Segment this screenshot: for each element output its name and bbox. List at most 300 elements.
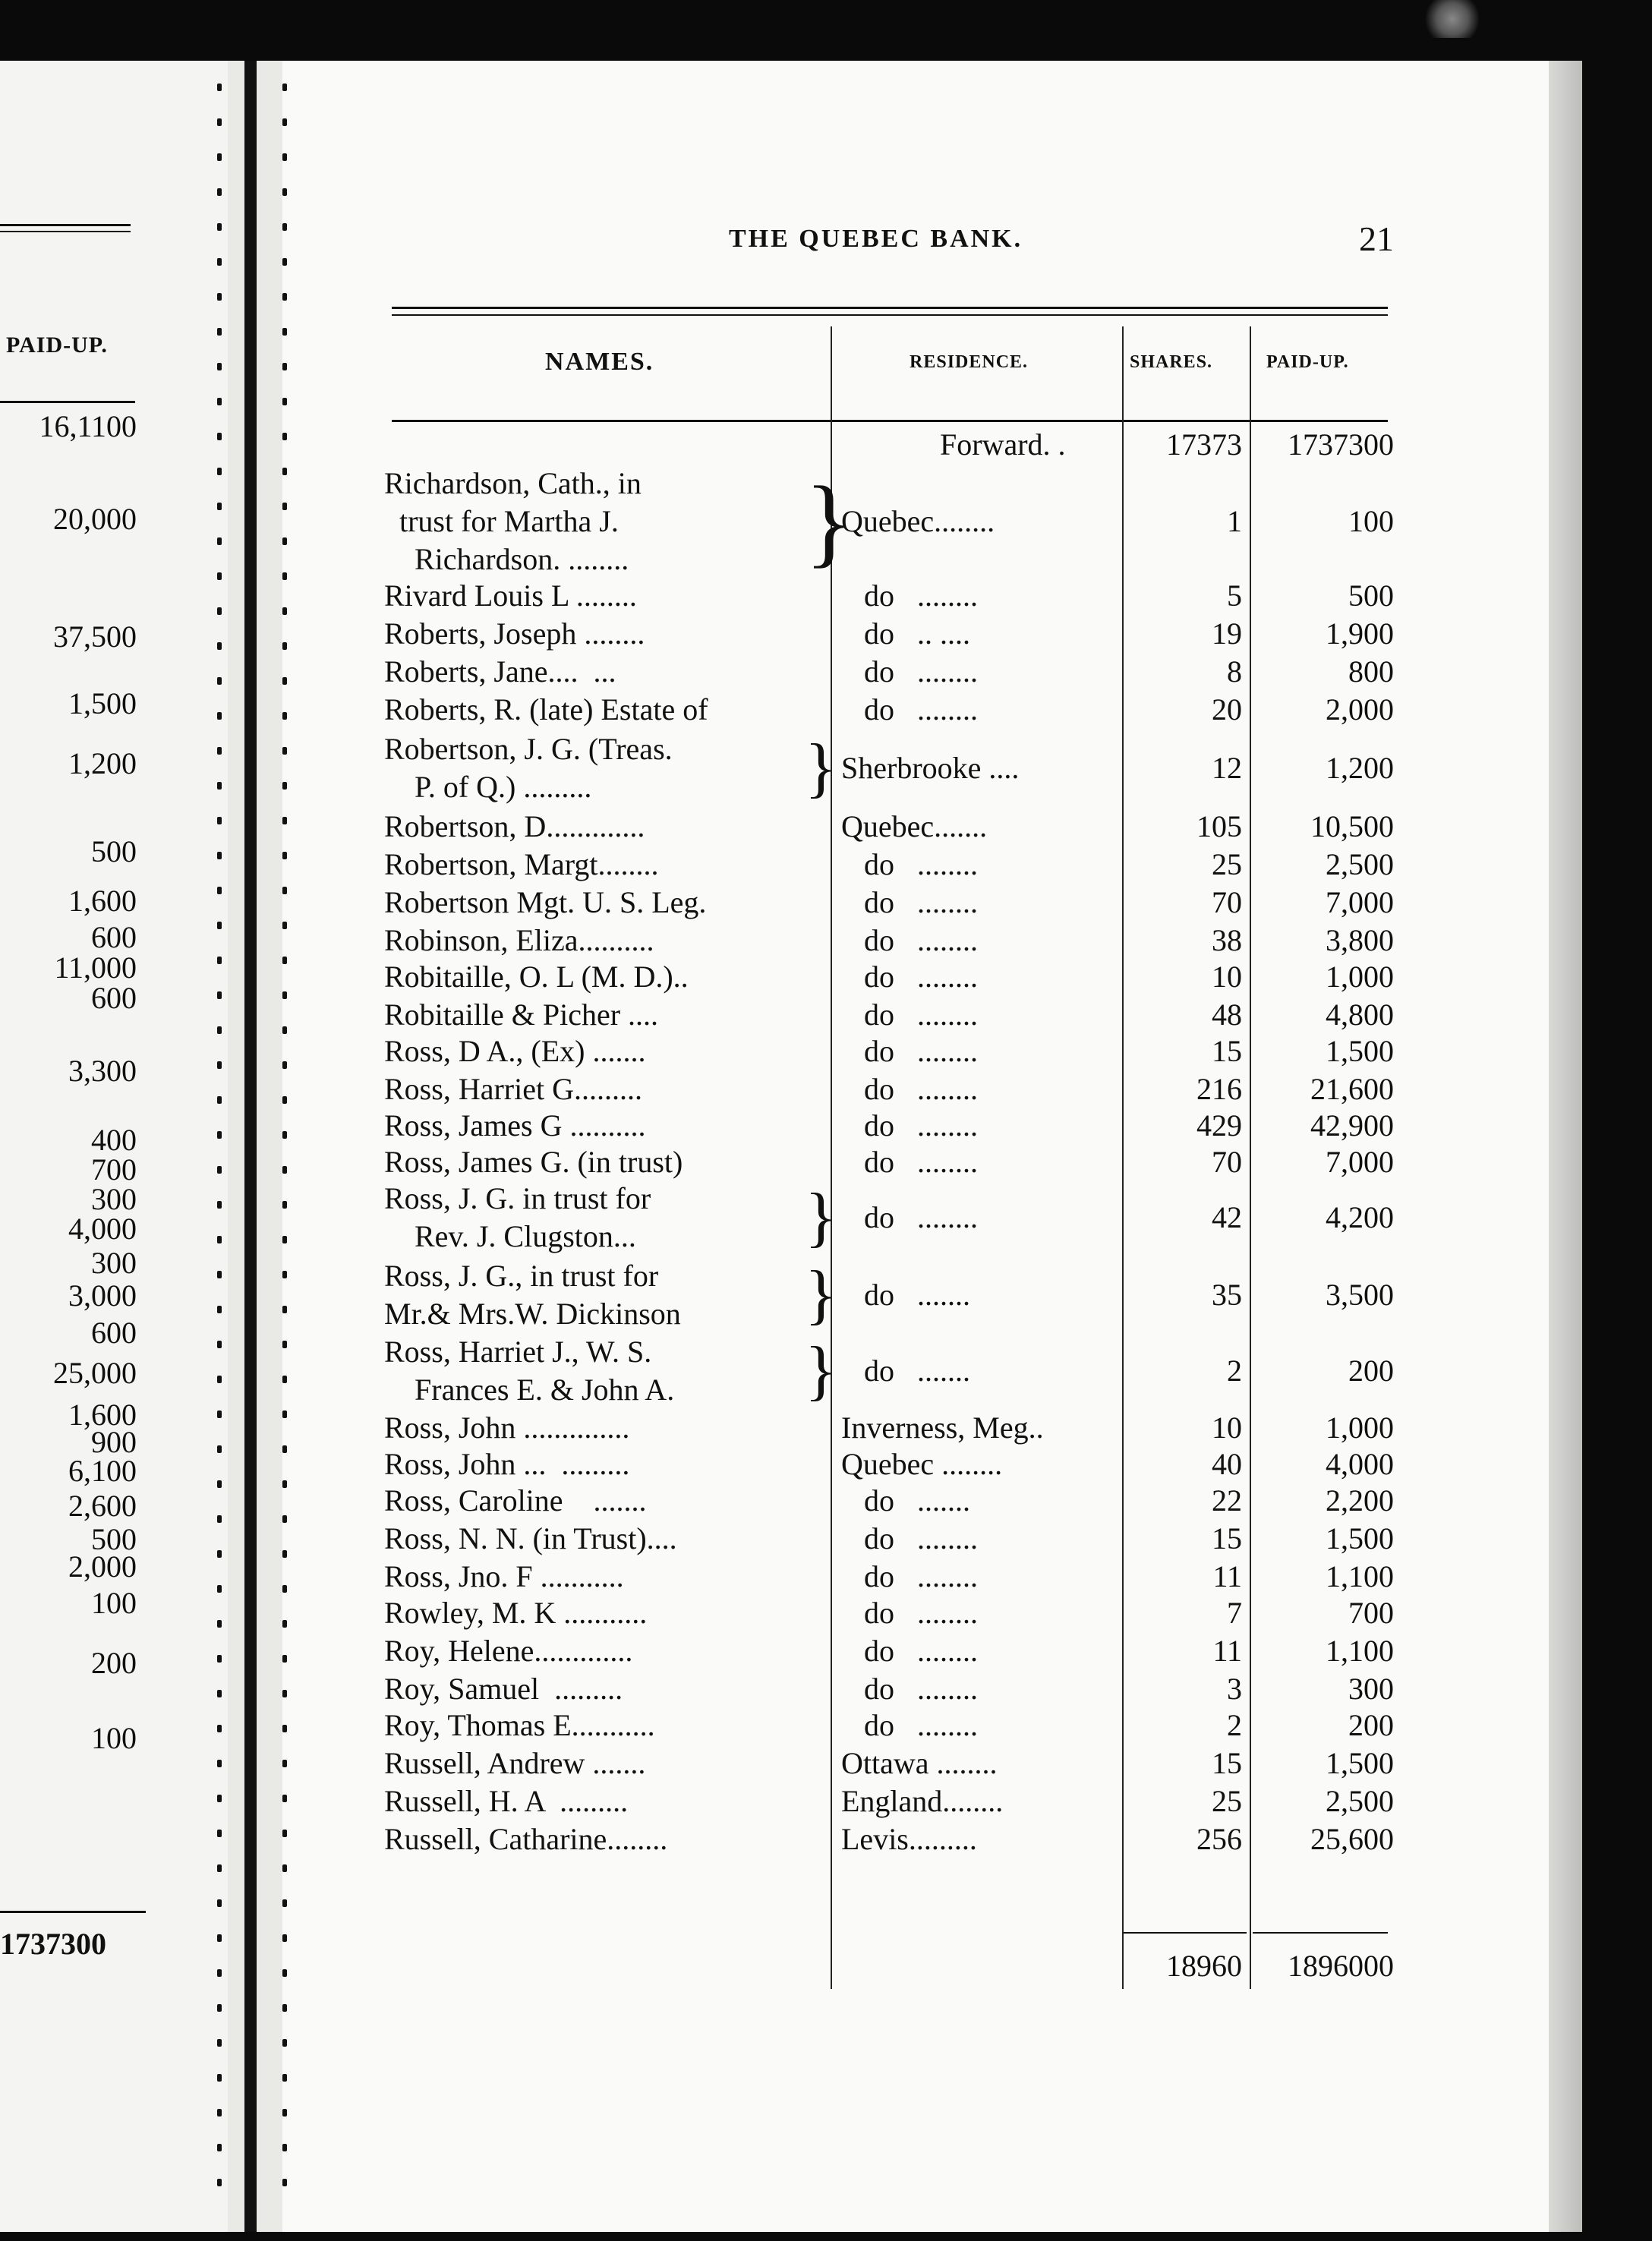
left-value: 300 [91,1246,137,1280]
shares-value: 11 [1212,1559,1242,1593]
residence: do ........ [841,847,978,881]
residence: Inverness, Meg.. [841,1410,1044,1445]
residence: do ........ [841,1596,978,1630]
stitch-mark [217,363,222,370]
shareholder-name: Ross, Harriet G......... [384,1072,642,1106]
left-value: 1,600 [68,1398,137,1432]
shares-value: 5 [1227,578,1242,613]
stitch-mark [217,118,222,126]
stitch-mark [217,1480,222,1488]
residence: Levis......... [841,1822,977,1856]
shares-value: 3 [1227,1672,1242,1706]
stitch-mark [282,433,287,440]
stitch-mark [217,922,222,929]
stitch-mark [217,677,222,685]
total-rule [1253,1932,1388,1934]
paid-up-value: 10,500 [1310,809,1394,843]
residence: do ....... [841,1483,970,1518]
stitch-mark [282,223,287,231]
shares-value: 20 [1212,692,1242,727]
stitch-mark [282,1515,287,1523]
brace-mark: } [805,465,853,577]
residence: do ....... [841,1278,970,1312]
shareholder-name: Robertson, D............. [384,809,645,843]
left-value: 1,200 [68,746,137,780]
stitch-mark [217,747,222,755]
stitch-mark [217,1620,222,1628]
residence: do ........ [841,692,978,727]
stitch-mark [282,572,287,580]
stitch-mark [217,991,222,999]
paid-up-value: 4,000 [1326,1447,1394,1481]
shareholder-name: Ross, James G. (in trust) [384,1145,683,1179]
shares-value: 429 [1196,1108,1242,1143]
paid-up-value: 25,600 [1310,1822,1394,1856]
left-value: 20,000 [53,502,137,536]
stitch-mark [282,2039,287,2047]
paid-up-value: 1,000 [1326,960,1394,994]
shares-value: 70 [1212,885,1242,919]
residence: Quebec........ [841,504,995,538]
shares-value: 10 [1212,1410,1242,1445]
stitch-mark [282,1201,287,1209]
stitch-mark [282,1026,287,1034]
stitch-mark [217,782,222,790]
stitch-mark [282,537,287,545]
stitch-mark [217,328,222,336]
shareholder-name: Russell, H. A ......... [384,1784,629,1818]
residence: do ........ [841,1072,978,1106]
column-header-names: NAMES. [545,348,654,376]
paid-up-value: 300 [1348,1672,1394,1706]
residence: do ........ [841,1521,978,1555]
stain-mark [1418,0,1486,38]
left-value: 200 [91,1646,137,1680]
paid-up-value: 7,000 [1326,1145,1394,1179]
brace-mark: } [805,731,837,805]
stitch-mark [217,1271,222,1278]
stitch-mark [282,188,287,196]
stitch-mark [282,1690,287,1697]
stitch-mark [282,642,287,650]
shares-value: 11 [1212,1634,1242,1668]
stitch-mark [217,887,222,894]
left-value: 600 [91,981,137,1015]
shareholder-name: Robertson, Margt........ [384,847,659,881]
stitch-mark [282,363,287,370]
total-rule [1124,1932,1247,1934]
left-rule [0,224,131,226]
stitch-mark [217,817,222,824]
shares-value: 40 [1212,1447,1242,1481]
residence: do ........ [841,1200,978,1234]
stitch-mark [217,1341,222,1348]
stitch-mark [217,2074,222,2082]
stitch-mark [217,572,222,580]
shareholder-name: Ross, Jno. F ........... [384,1559,624,1593]
residence: do ........ [841,578,978,613]
stitch-mark [282,84,287,91]
shares-value: 1 [1227,504,1242,538]
shares-value: 70 [1212,1145,1242,1179]
stitch-mark [217,433,222,440]
stitch-mark [217,537,222,545]
left-value: 600 [91,1316,137,1350]
stitch-mark [217,1166,222,1174]
stitch-mark [282,1934,287,1942]
shares-value: 2 [1227,1354,1242,1388]
forward-shares: 17373 [1166,427,1242,462]
stitch-mark [217,258,222,266]
stitch-mark [282,1864,287,1872]
stitch-mark [282,153,287,161]
column-header-shares: SHARES. [1130,352,1213,372]
left-value: 100 [91,1721,137,1755]
binding-stitch-line [244,61,257,2232]
stitch-mark [282,957,287,964]
shares-value: 256 [1196,1822,1242,1856]
shareholder-name: Roberts, Joseph ........ [384,616,645,651]
stitch-mark [282,991,287,999]
paid-up-value: 1,200 [1326,751,1394,785]
stitch-mark [282,1830,287,1837]
left-total-rule [0,1911,146,1913]
stitch-mark [217,642,222,650]
shares-value: 42 [1212,1200,1242,1234]
shareholder-name: Ross, J. G. in trust for Rev. J. Clugston... [384,1181,651,1253]
column-header-paid-up: PAID-UP. [1266,352,1349,372]
shares-value: 19 [1212,616,1242,651]
residence: do ........ [841,1672,978,1706]
paid-up-value: 4,200 [1326,1200,1394,1234]
stitch-mark [217,1236,222,1243]
shareholder-name: Ross, John .............. [384,1410,630,1445]
residence: do ........ [841,923,978,957]
residence: do ........ [841,885,978,919]
running-head: THE QUEBEC BANK. [729,225,1023,253]
paid-up-value: 200 [1348,1708,1394,1742]
shares-value: 35 [1212,1278,1242,1312]
stitch-mark [282,1969,287,1977]
page-number: 21 [1359,219,1394,258]
stitch-mark [282,1725,287,1732]
stitch-mark [282,2179,287,2186]
stitch-mark [217,607,222,615]
left-total: 1737300 [0,1927,106,1961]
left-value: 100 [91,1586,137,1620]
shareholder-name: Russell, Andrew ....... [384,1746,646,1780]
left-value: 700 [91,1152,137,1187]
residence: do ........ [841,1634,978,1668]
paid-up-value: 1,900 [1326,616,1394,651]
stitch-mark [282,1236,287,1243]
paid-up-value: 500 [1348,578,1394,613]
paid-up-value: 2,000 [1326,692,1394,727]
stitch-mark [217,223,222,231]
stitch-mark [282,1795,287,1802]
paid-up-value: 1,500 [1326,1746,1394,1780]
brace-mark: } [805,1180,837,1254]
stitch-mark [282,1620,287,1628]
stitch-mark [217,1690,222,1697]
column-divider [1122,326,1124,1989]
stitch-mark [217,2179,222,2186]
stitch-mark [282,1410,287,1418]
shares-value: 38 [1212,923,1242,957]
forward-label: Forward. . [940,427,1066,462]
stitch-mark [217,1585,222,1593]
shares-value: 25 [1212,1784,1242,1818]
stitch-mark [217,1201,222,1209]
total-paid: 1896000 [1288,1949,1394,1983]
shareholder-name: Rowley, M. K ........... [384,1596,648,1630]
stitch-mark [282,1306,287,1313]
stitch-mark [217,1725,222,1732]
paid-up-value: 2,200 [1326,1483,1394,1518]
paid-up-value: 4,800 [1326,998,1394,1032]
left-value: 2,000 [68,1549,137,1584]
header-rule [392,314,1388,316]
stitch-mark [282,1550,287,1558]
shareholder-name: Ross, Harriet J., W. S. Frances E. & John A. [384,1335,675,1407]
left-value: 3,000 [68,1278,137,1313]
stitch-mark [217,1864,222,1872]
residence: Quebec ........ [841,1447,1003,1481]
left-value: 1,500 [68,686,137,720]
stitch-mark [217,1934,222,1942]
shares-value: 48 [1212,998,1242,1032]
scan-background [1582,0,1652,2241]
column-header-residence: RESIDENCE. [910,352,1029,372]
paid-up-value: 2,500 [1326,847,1394,881]
shareholder-name: Robertson Mgt. U. S. Leg. [384,885,707,919]
paid-up-value: 2,500 [1326,1784,1394,1818]
left-value: 3,300 [68,1054,137,1088]
stitch-mark [282,1585,287,1593]
residence: Quebec....... [841,809,988,843]
left-value: 400 [91,1123,137,1157]
stitch-mark [217,1410,222,1418]
stitch-mark [282,1061,287,1069]
stitch-mark [217,1306,222,1313]
shareholder-name: Robertson, J. G. (Treas. P. of Q.) ......... [384,732,673,804]
shareholder-name: Ross, John ... ......... [384,1447,630,1481]
column-divider [1250,326,1251,1989]
shareholder-name: Robinson, Eliza.......... [384,923,654,957]
stitch-mark [282,747,287,755]
paid-up-value: 1,500 [1326,1034,1394,1068]
shares-value: 10 [1212,960,1242,994]
stitch-mark [282,1096,287,1104]
stitch-mark [282,503,287,510]
left-rule [0,231,131,232]
shareholder-name: Roy, Samuel ......... [384,1672,623,1706]
stitch-mark [217,293,222,301]
stitch-mark [282,1166,287,1174]
forward-paid: 1737300 [1288,427,1394,462]
stitch-mark [282,1376,287,1383]
paid-up-value: 700 [1348,1596,1394,1630]
stitch-mark [282,293,287,301]
residence: do ........ [841,998,978,1032]
paid-up-value: 1,100 [1326,1559,1394,1593]
residence: do ........ [841,654,978,689]
left-value: 900 [91,1425,137,1459]
shareholder-name: Ross, Caroline ....... [384,1483,647,1518]
stitch-mark [217,852,222,859]
shares-value: 12 [1212,751,1242,785]
paid-up-value: 800 [1348,654,1394,689]
stitch-mark [282,887,287,894]
left-value: 500 [91,834,137,868]
stitch-mark [282,328,287,336]
shareholder-name: Richardson, Cath., in trust for Martha J. Richardson. ........ [384,466,642,576]
paid-up-value: 3,500 [1326,1278,1394,1312]
total-shares: 18960 [1166,1949,1242,1983]
stitch-mark [217,1899,222,1907]
paid-up-value: 1,100 [1326,1634,1394,1668]
residence: do ........ [841,1145,978,1179]
stitch-mark [282,2109,287,2116]
left-value: 37,500 [53,619,137,654]
header-rule [392,307,1388,309]
stitch-mark [282,2144,287,2151]
stitch-mark [282,258,287,266]
residence: do ........ [841,1708,978,1742]
stitch-mark [217,1131,222,1139]
paid-up-value: 3,800 [1326,923,1394,957]
stitch-mark [217,1830,222,1837]
stitch-mark [217,153,222,161]
left-value: 11,000 [54,950,137,985]
shares-value: 2 [1227,1708,1242,1742]
paid-up-value: 7,000 [1326,885,1394,919]
left-value: 600 [91,920,137,954]
left-value: 300 [91,1182,137,1216]
stitch-mark [217,712,222,720]
shareholder-name: Ross, James G .......... [384,1108,646,1143]
page-edge [1549,61,1582,2232]
stitch-mark [217,1096,222,1104]
left-rule [0,401,135,403]
stitch-mark [282,607,287,615]
stitch-mark [217,1061,222,1069]
stitch-mark [217,1795,222,1802]
shareholder-name: Ross, D A., (Ex) ....... [384,1034,646,1068]
shares-value: 25 [1212,847,1242,881]
shareholder-name: Roy, Thomas E........... [384,1708,655,1742]
residence: do ........ [841,1034,978,1068]
stitch-mark [282,1899,287,1907]
paid-up-value: 200 [1348,1354,1394,1388]
stitch-mark [217,503,222,510]
residence: England........ [841,1784,1004,1818]
stitch-mark [282,817,287,824]
stitch-mark [282,677,287,685]
left-value: 1,600 [68,884,137,918]
stitch-mark [282,1341,287,1348]
residence: do ........ [841,1108,978,1143]
shareholder-name: Robitaille, O. L (M. D.).. [384,960,689,994]
stitch-mark [217,468,222,475]
left-value: 6,100 [68,1454,137,1488]
residence: do .. .... [841,616,970,651]
shares-value: 22 [1212,1483,1242,1518]
shares-value: 216 [1196,1072,1242,1106]
stitch-mark [282,2074,287,2082]
shareholder-name: Roberts, R. (late) Estate of [384,692,708,727]
shareholder-name: Roy, Helene............. [384,1634,633,1668]
stitch-mark [217,2039,222,2047]
column-header-rule [392,420,1388,422]
paid-up-value: 1,500 [1326,1521,1394,1555]
residence: do ........ [841,1559,978,1593]
stitch-mark [282,1480,287,1488]
shares-value: 15 [1212,1034,1242,1068]
shareholder-name: Ross, N. N. (in Trust).... [384,1521,677,1555]
brace-mark: } [805,1258,837,1332]
stitch-mark [217,2144,222,2151]
paid-up-value: 21,600 [1310,1072,1394,1106]
shares-value: 8 [1227,654,1242,689]
stitch-mark [282,1271,287,1278]
stitch-mark [282,1445,287,1453]
stitch-mark [217,1026,222,1034]
paid-up-value: 1,000 [1326,1410,1394,1445]
residence: Ottawa ........ [841,1746,998,1780]
stitch-mark [217,1760,222,1767]
stitch-mark [282,1131,287,1139]
stitch-mark [217,1550,222,1558]
shareholder-name: Ross, J. G., in trust for Mr.& Mrs.W. Dickinson [384,1259,681,1331]
stitch-mark [282,922,287,929]
left-value: 4,000 [68,1212,137,1246]
stitch-mark [282,398,287,405]
shareholder-name: Rivard Louis L ........ [384,578,637,613]
stitch-mark [282,1760,287,1767]
residence: Sherbrooke .... [841,751,1020,785]
stitch-mark [282,782,287,790]
stitch-mark [282,852,287,859]
paid-up-value: 42,900 [1310,1108,1394,1143]
left-paid-up-header: PAID-UP. [6,333,108,358]
shareholder-name: Robitaille & Picher .... [384,998,659,1032]
left-value: 25,000 [53,1356,137,1390]
stitch-mark [217,957,222,964]
stitch-mark [217,1376,222,1383]
stitch-mark [217,1969,222,1977]
shares-value: 105 [1196,809,1242,843]
stitch-mark [282,468,287,475]
stitch-mark [217,1515,222,1523]
stitch-mark [217,1655,222,1663]
shares-value: 15 [1212,1521,1242,1555]
stitch-mark [217,84,222,91]
stitch-mark [282,1655,287,1663]
left-value: 2,600 [68,1489,137,1523]
stitch-mark [217,1445,222,1453]
residence: do ........ [841,960,978,994]
brace-mark: } [805,1334,837,1407]
shareholder-name: Roberts, Jane.... ... [384,654,616,689]
stitch-mark [217,2004,222,2012]
stitch-mark [282,118,287,126]
paid-up-value: 100 [1348,504,1394,538]
stitch-mark [217,398,222,405]
shares-value: 15 [1212,1746,1242,1780]
left-value: 500 [91,1522,137,1556]
left-top-value: 16,1100 [39,409,137,443]
